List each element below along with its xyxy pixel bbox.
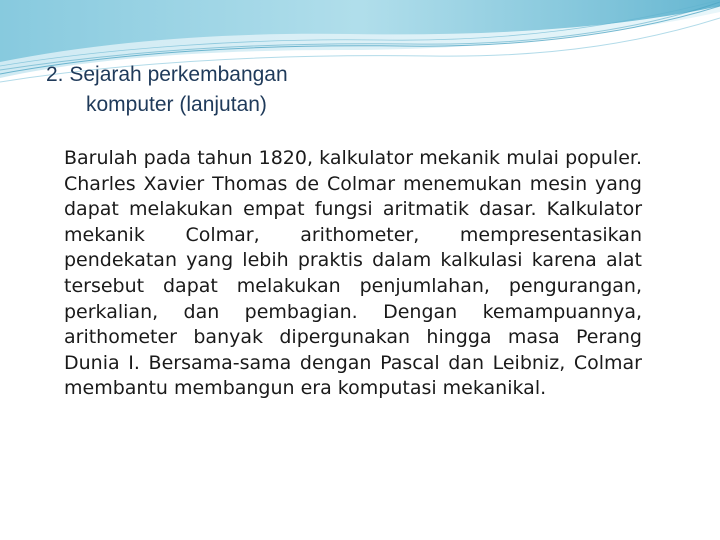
body-text-block xyxy=(42,146,642,402)
slide-title xyxy=(46,60,646,120)
bullet-glyph xyxy=(42,146,64,172)
slide-title-line-2: komputer (lanjutan) xyxy=(86,93,267,116)
slide-title-line-1: 2. Sejarah perkembangan xyxy=(46,63,288,86)
body-paragraph: Barulah pada tahun 1820, kalkulator mekanik mulai populer. Charles Xavier Thomas de Colmar menemukan mesin yang dapat melakukan empat fungsi aritmatik dasar. Kalkulator mekanik Colmar, arithometer, mempresentasikan pendekatan yang lebih praktis dalam kalkulasi karena alat tersebut dapat melakukan penjumlahan, pengurangan, perkalian, dan pembagian. Dengan kemampuannya, arithometer banyak dipergunakan hingga masa Perang Dunia I. Bersama-sama dengan Pascal dan Leibniz, Colmar membantu membangun era komputasi mekanikal. xyxy=(64,147,642,400)
